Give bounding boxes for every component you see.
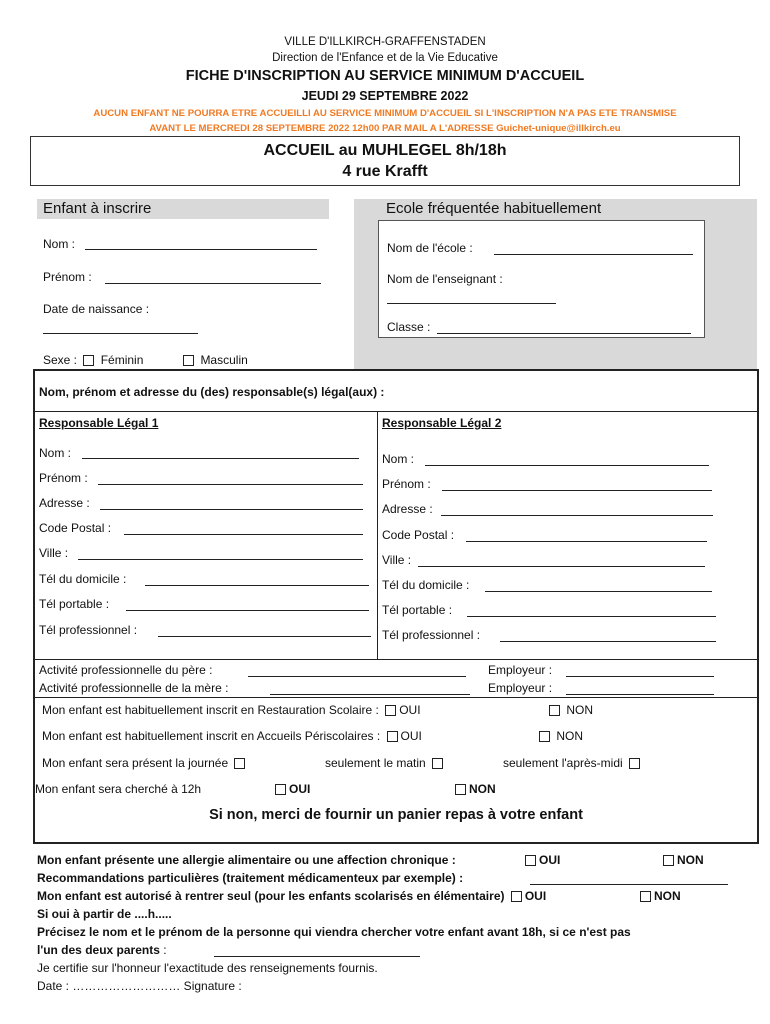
q-periscolaire bbox=[42, 729, 422, 743]
colon: : bbox=[163, 943, 167, 957]
allergy-label: Mon enfant présente une allergie alimentaire ou une affection chronique : bbox=[37, 853, 456, 867]
q-presence-afternoon bbox=[503, 756, 643, 770]
pickup-person-label-1: Précisez le nom et le prénom de la personne qui viendra chercher votre enfant avant 18h, si ce n'est pas bbox=[37, 925, 631, 939]
allergy-non bbox=[660, 853, 704, 867]
child-birth-field[interactable] bbox=[43, 333, 198, 334]
g2-tel-pro-label: Tél professionnel : bbox=[382, 628, 481, 642]
mother-employer-field[interactable] bbox=[566, 694, 714, 695]
oui-label: OUI bbox=[400, 729, 422, 743]
child-sex-label: Sexe : bbox=[43, 353, 78, 367]
child-nom-field[interactable] bbox=[85, 249, 317, 250]
pickup-oui-checkbox[interactable] bbox=[275, 784, 286, 795]
periscolaire-oui-checkbox[interactable] bbox=[387, 731, 398, 742]
pickup-non-checkbox[interactable] bbox=[455, 784, 466, 795]
non-label: NON bbox=[654, 889, 681, 903]
child-birth-label: Date de naissance : bbox=[43, 302, 150, 316]
alone-oui-checkbox[interactable] bbox=[511, 891, 522, 902]
child-prenom-label: Prénom : bbox=[43, 270, 92, 284]
g1-adresse-label: Adresse : bbox=[39, 496, 90, 510]
alone-non-checkbox[interactable] bbox=[640, 891, 651, 902]
divider bbox=[33, 659, 759, 660]
child-nom-label: Nom : bbox=[43, 237, 76, 251]
date-signature[interactable]: Date : ……………………… Signature : bbox=[37, 979, 242, 993]
child-heading: Enfant à inscrire bbox=[43, 200, 152, 217]
pickup-person-label-2: l'un des deux parents bbox=[37, 943, 160, 957]
g2-prenom-label: Prénom : bbox=[382, 477, 431, 491]
g1-adresse-field[interactable] bbox=[100, 509, 363, 510]
oui-label: OUI bbox=[539, 853, 561, 867]
oui-label: OUI bbox=[289, 782, 311, 796]
father-activity-field[interactable] bbox=[248, 676, 466, 677]
g1-tel-dom-label: Tél du domicile : bbox=[39, 572, 127, 586]
pickup-oui bbox=[272, 782, 310, 796]
restauration-non bbox=[546, 703, 593, 717]
oui-label: OUI bbox=[524, 889, 547, 903]
q-restauration bbox=[42, 703, 421, 717]
city-name: VILLE D'ILLKIRCH-GRAFFENSTADEN bbox=[284, 36, 486, 48]
alone-row bbox=[37, 889, 546, 903]
classe-label: Classe : bbox=[387, 320, 431, 334]
q-presence-day bbox=[42, 756, 248, 770]
alone-non bbox=[637, 889, 681, 903]
mother-activity-field[interactable] bbox=[270, 694, 470, 695]
q-presence-day-label: Mon enfant sera présent la journée bbox=[42, 756, 229, 770]
g1-cp-field[interactable] bbox=[124, 534, 363, 535]
father-employer-label: Employeur : bbox=[488, 663, 553, 677]
child-prenom-field[interactable] bbox=[105, 283, 321, 284]
classe-field[interactable] bbox=[437, 333, 691, 334]
g2-tel-dom-label: Tél du domicile : bbox=[382, 578, 470, 592]
guardian-heading: Nom, prénom et adresse du (des) responsable(s) légal(aux) : bbox=[39, 385, 385, 399]
g1-tel-pro-label: Tél professionnel : bbox=[39, 623, 138, 637]
certify-text: Je certifie sur l'honneur l'exactitude des renseignements fournis. bbox=[37, 961, 378, 975]
journee-checkbox[interactable] bbox=[234, 758, 245, 769]
g1-tel-dom-field[interactable] bbox=[145, 585, 369, 586]
mother-activity-label: Activité professionnelle de la mère : bbox=[39, 681, 229, 695]
school-name-label: Nom de l'école : bbox=[387, 241, 473, 255]
g1-nom-label: Nom : bbox=[39, 446, 72, 460]
g1-tel-port-field[interactable] bbox=[126, 610, 369, 611]
g1-nom-field[interactable] bbox=[82, 458, 359, 459]
g2-cp-label: Code Postal : bbox=[382, 528, 455, 542]
feminin-checkbox[interactable] bbox=[83, 355, 94, 366]
g2-tel-dom-field[interactable] bbox=[485, 591, 712, 592]
g2-prenom-field[interactable] bbox=[442, 490, 712, 491]
matin-checkbox[interactable] bbox=[432, 758, 443, 769]
guardian-2-title: Responsable Légal 2 bbox=[382, 416, 502, 430]
masculin-label: Masculin bbox=[200, 353, 248, 367]
restauration-non-checkbox[interactable] bbox=[549, 705, 560, 716]
g1-prenom-field[interactable] bbox=[98, 484, 363, 485]
q-presence-morning-label: seulement le matin bbox=[325, 756, 426, 770]
form-title: FICHE D'INSCRIPTION AU SERVICE MINIMUM D'ACCUEIL bbox=[185, 68, 585, 84]
father-employer-field[interactable] bbox=[566, 676, 714, 677]
q-presence-afternoon-label: seulement l'après-midi bbox=[503, 756, 623, 770]
g2-nom-field[interactable] bbox=[425, 465, 709, 466]
guardian-1-title: Responsable Légal 1 bbox=[39, 416, 159, 430]
alone-label: Mon enfant est autorisé à rentrer seul (pour les enfants scolarisés en élémentaire) bbox=[37, 889, 505, 903]
allergy-oui-checkbox[interactable] bbox=[525, 855, 536, 866]
school-heading: Ecole fréquentée habituellement bbox=[386, 200, 602, 217]
from-hour-label: Si oui à partir de ....h..... bbox=[37, 907, 172, 921]
teacher-field[interactable] bbox=[387, 303, 556, 304]
pickup-person-field[interactable] bbox=[214, 956, 420, 957]
allergy-oui bbox=[522, 853, 560, 867]
g2-adresse-field[interactable] bbox=[441, 515, 713, 516]
periscolaire-non-checkbox[interactable] bbox=[539, 731, 550, 742]
masculin-checkbox[interactable] bbox=[183, 355, 194, 366]
panier-note: Si non, merci de fournir un panier repas à votre enfant bbox=[209, 807, 583, 823]
q-pickup-noon-label: Mon enfant sera cherché à 12h bbox=[35, 782, 202, 796]
restauration-oui-checkbox[interactable] bbox=[385, 705, 396, 716]
mother-employer-label: Employeur : bbox=[488, 681, 553, 695]
teacher-label: Nom de l'enseignant : bbox=[387, 272, 503, 286]
warning-line-1: AUCUN ENFANT NE POURRA ETRE ACCUEILLI AU SERVICE MINIMUM D'ACCUEIL SI L'INSCRIPTION N'A PAS ETE TRANSMISE bbox=[93, 108, 677, 119]
allergy-non-checkbox[interactable] bbox=[663, 855, 674, 866]
g2-tel-pro-field[interactable] bbox=[500, 641, 716, 642]
g1-prenom-label: Prénom : bbox=[39, 471, 88, 485]
g2-cp-field[interactable] bbox=[466, 541, 707, 542]
form-date: JEUDI 29 SEPTEMBRE 2022 bbox=[301, 89, 469, 103]
g2-tel-port-field[interactable] bbox=[467, 616, 716, 617]
recommend-field[interactable] bbox=[530, 884, 728, 885]
non-label: NON bbox=[677, 853, 704, 867]
g1-ville-label: Ville : bbox=[39, 546, 69, 560]
q-presence-morning bbox=[325, 756, 446, 770]
guardian-column-divider bbox=[377, 412, 378, 660]
pickup-person-row bbox=[37, 943, 167, 957]
g1-tel-pro-field[interactable] bbox=[158, 636, 371, 637]
location-title: ACCUEIL au MUHLEGEL 8h/18h bbox=[263, 142, 507, 159]
periscolaire-non bbox=[536, 729, 583, 743]
g2-adresse-label: Adresse : bbox=[382, 502, 433, 516]
q-restauration-label: Mon enfant est habituellement inscrit en Restauration Scolaire : bbox=[42, 703, 379, 717]
divider bbox=[33, 411, 759, 412]
g2-ville-label: Ville : bbox=[382, 553, 412, 567]
g1-cp-label: Code Postal : bbox=[39, 521, 112, 535]
recommend-label: Recommandations particulières (traitement médicamenteux par exemple) : bbox=[37, 871, 464, 885]
warning-line-2: AVANT LE MERCREDI 28 SEPTEMBRE 2022 12h00 PAR MAIL A L'ADRESSE Guichet-unique@illkirch.eu bbox=[149, 123, 621, 134]
direction-name: Direction de l'Enfance et de la Vie Educative bbox=[272, 52, 498, 64]
g2-tel-port-label: Tél portable : bbox=[382, 603, 453, 617]
pickup-non bbox=[452, 782, 496, 796]
child-sex-row bbox=[43, 353, 248, 367]
feminin-label: Féminin bbox=[100, 353, 144, 367]
g2-ville-field[interactable] bbox=[418, 566, 705, 567]
location-address: 4 rue Krafft bbox=[342, 163, 428, 180]
divider bbox=[33, 697, 759, 698]
g1-tel-port-label: Tél portable : bbox=[39, 597, 110, 611]
non-label: NON bbox=[556, 729, 584, 743]
q-periscolaire-label: Mon enfant est habituellement inscrit en Accueils Périscolaires : bbox=[42, 729, 381, 743]
apres-midi-checkbox[interactable] bbox=[629, 758, 640, 769]
oui-label: OUI bbox=[399, 703, 421, 717]
non-label: NON bbox=[566, 703, 594, 717]
school-name-field[interactable] bbox=[494, 254, 693, 255]
non-label: NON bbox=[469, 782, 496, 796]
father-activity-label: Activité professionnelle du père : bbox=[39, 663, 213, 677]
g2-nom-label: Nom : bbox=[382, 452, 415, 466]
g1-ville-field[interactable] bbox=[78, 559, 363, 560]
